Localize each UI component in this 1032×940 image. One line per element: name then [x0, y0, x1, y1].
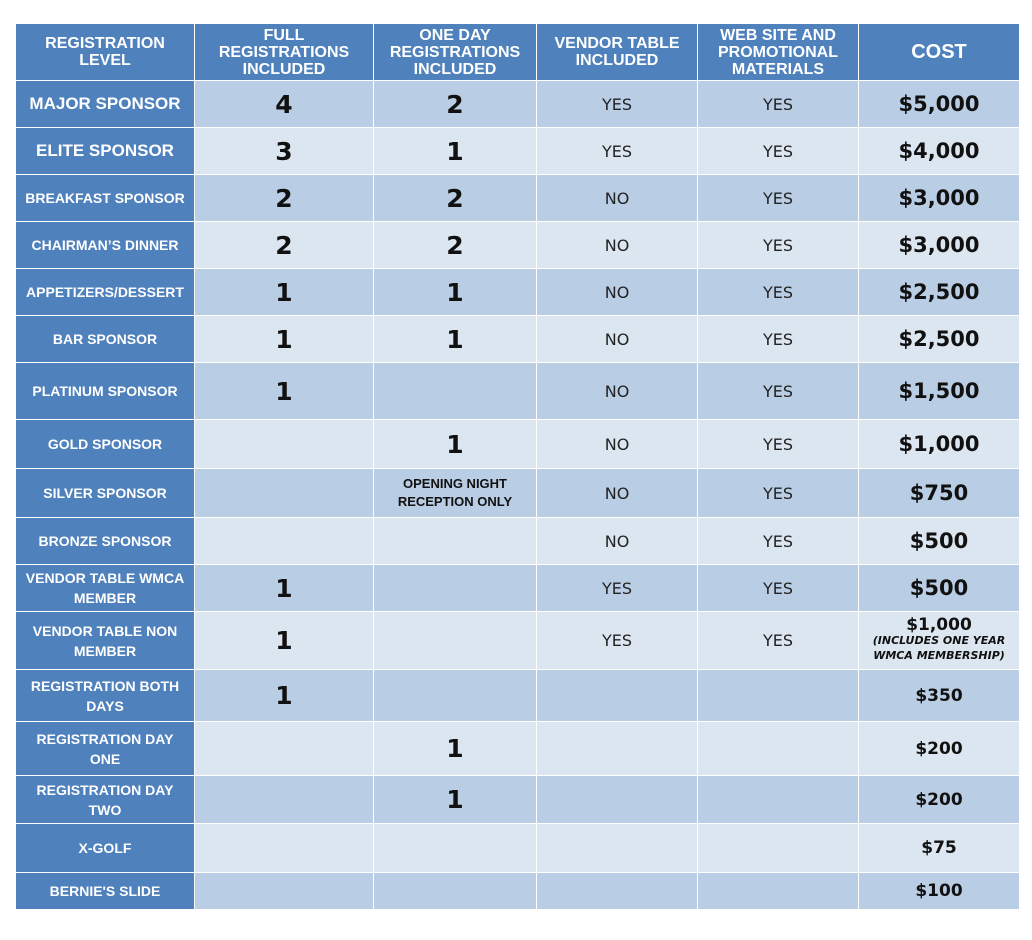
vendor-table-cell: NO: [537, 175, 697, 221]
full-registrations-cell: [195, 776, 373, 823]
one-day-registrations-cell: 1: [374, 776, 536, 823]
one-day-registrations-cell: 1: [374, 128, 536, 174]
vendor-table-cell: [537, 824, 697, 872]
cost-value: $1,000: [906, 615, 972, 635]
vendor-table-cell: [537, 670, 697, 721]
header-registration-level: REGISTRATION LEVEL: [16, 24, 194, 80]
vendor-table-cell: NO: [537, 316, 697, 362]
one-day-registrations-cell: 2: [374, 175, 536, 221]
one-day-registrations-cell: 1: [374, 269, 536, 315]
web-promotional-cell: YES: [698, 316, 858, 362]
vendor-table-cell: YES: [537, 565, 697, 611]
full-registrations-cell: 3: [195, 128, 373, 174]
vendor-table-cell: YES: [537, 81, 697, 127]
cost-cell: [859, 612, 1019, 669]
full-registrations-cell: 1: [195, 316, 373, 362]
full-registrations-cell: 1: [195, 363, 373, 419]
vendor-table-cell: NO: [537, 469, 697, 517]
full-registrations-cell: 1: [195, 670, 373, 721]
vendor-table-cell: YES: [537, 128, 697, 174]
cost-cell: $1,000: [859, 420, 1019, 468]
one-day-registrations-cell: [374, 873, 536, 909]
registration-level-label: BERNIE'S SLIDE: [16, 873, 194, 909]
registration-level-label: CHAIRMAN’S DINNER: [16, 222, 194, 268]
registration-level-label: APPETIZERS/DESSERT: [16, 269, 194, 315]
web-promotional-cell: YES: [698, 128, 858, 174]
header-full-registrations: FULL REGISTRATIONS INCLUDED: [195, 24, 373, 80]
registration-level-label: MAJOR SPONSOR: [16, 81, 194, 127]
one-day-registrations-cell: OPENING NIGHT RECEPTION ONLY: [374, 469, 536, 517]
cost-cell: $3,000: [859, 222, 1019, 268]
one-day-registrations-cell: [374, 363, 536, 419]
vendor-table-cell: NO: [537, 269, 697, 315]
registration-level-label: GOLD SPONSOR: [16, 420, 194, 468]
sponsorship-table: [16, 24, 1019, 909]
full-registrations-cell: [195, 420, 373, 468]
web-promotional-cell: YES: [698, 269, 858, 315]
one-day-registrations-cell: 1: [374, 420, 536, 468]
web-promotional-cell: [698, 824, 858, 872]
registration-level-label: VENDOR TABLE NON MEMBER: [16, 612, 194, 669]
web-promotional-cell: YES: [698, 175, 858, 221]
registration-level-label: REGISTRATION DAY ONE: [16, 722, 194, 775]
cost-cell: $5,000: [859, 81, 1019, 127]
full-registrations-cell: 1: [195, 612, 373, 669]
web-promotional-cell: YES: [698, 420, 858, 468]
cost-cell: $750: [859, 469, 1019, 517]
registration-level-label: ELITE SPONSOR: [16, 128, 194, 174]
header-cost: COST: [859, 24, 1019, 80]
header-web-site-promotional: WEB SITE AND PROMOTIONAL MATERIALS: [698, 24, 858, 80]
vendor-table-cell: NO: [537, 363, 697, 419]
registration-level-label: SILVER SPONSOR: [16, 469, 194, 517]
web-promotional-cell: YES: [698, 565, 858, 611]
vendor-table-cell: YES: [537, 612, 697, 669]
full-registrations-cell: [195, 873, 373, 909]
header-one-day-registrations: ONE DAY REGISTRATIONS INCLUDED: [374, 24, 536, 80]
cost-cell: $350: [859, 670, 1019, 721]
one-day-registrations-cell: 2: [374, 222, 536, 268]
web-promotional-cell: YES: [698, 81, 858, 127]
cost-cell: $4,000: [859, 128, 1019, 174]
vendor-table-cell: [537, 776, 697, 823]
cost-cell: $500: [859, 565, 1019, 611]
registration-level-label: PLATINUM SPONSOR: [16, 363, 194, 419]
registration-level-label: X-GOLF: [16, 824, 194, 872]
cost-cell: $200: [859, 776, 1019, 823]
cost-cell: $2,500: [859, 316, 1019, 362]
vendor-table-cell: NO: [537, 420, 697, 468]
web-promotional-cell: YES: [698, 518, 858, 564]
cost-cell: $100: [859, 873, 1019, 909]
vendor-table-cell: NO: [537, 222, 697, 268]
registration-level-label: VENDOR TABLE WMCA MEMBER: [16, 565, 194, 611]
one-day-registrations-cell: 1: [374, 722, 536, 775]
one-day-registrations-cell: [374, 518, 536, 564]
header-vendor-table: VENDOR TABLE INCLUDED: [537, 24, 697, 80]
full-registrations-cell: [195, 722, 373, 775]
full-registrations-cell: 4: [195, 81, 373, 127]
full-registrations-cell: 1: [195, 269, 373, 315]
cost-cell: $500: [859, 518, 1019, 564]
one-day-registrations-cell: [374, 670, 536, 721]
vendor-table-cell: [537, 722, 697, 775]
registration-level-label: REGISTRATION DAY TWO: [16, 776, 194, 823]
one-day-registrations-cell: [374, 824, 536, 872]
one-day-registrations-cell: [374, 612, 536, 669]
web-promotional-cell: YES: [698, 363, 858, 419]
cost-cell: $1,500: [859, 363, 1019, 419]
one-day-registrations-cell: 1: [374, 316, 536, 362]
vendor-table-cell: [537, 873, 697, 909]
cost-cell: $75: [859, 824, 1019, 872]
registration-level-label: BREAKFAST SPONSOR: [16, 175, 194, 221]
cost-cell: $2,500: [859, 269, 1019, 315]
full-registrations-cell: 1: [195, 565, 373, 611]
one-day-registrations-cell: [374, 565, 536, 611]
web-promotional-cell: YES: [698, 222, 858, 268]
full-registrations-cell: 2: [195, 175, 373, 221]
web-promotional-cell: [698, 722, 858, 775]
web-promotional-cell: [698, 873, 858, 909]
registration-level-label: REGISTRATION BOTH DAYS: [16, 670, 194, 721]
one-day-registrations-cell: 2: [374, 81, 536, 127]
cost-cell: $200: [859, 722, 1019, 775]
full-registrations-cell: 2: [195, 222, 373, 268]
full-registrations-cell: [195, 824, 373, 872]
cost-cell: $3,000: [859, 175, 1019, 221]
registration-level-label: BAR SPONSOR: [16, 316, 194, 362]
cost-note: (INCLUDES ONE YEAR WMCA MEMBERSHIP): [872, 634, 1006, 662]
vendor-table-cell: NO: [537, 518, 697, 564]
web-promotional-cell: YES: [698, 469, 858, 517]
full-registrations-cell: [195, 518, 373, 564]
registration-level-label: BRONZE SPONSOR: [16, 518, 194, 564]
web-promotional-cell: [698, 670, 858, 721]
web-promotional-cell: [698, 776, 858, 823]
web-promotional-cell: YES: [698, 612, 858, 669]
full-registrations-cell: [195, 469, 373, 517]
cost-with-note: [863, 615, 1015, 663]
